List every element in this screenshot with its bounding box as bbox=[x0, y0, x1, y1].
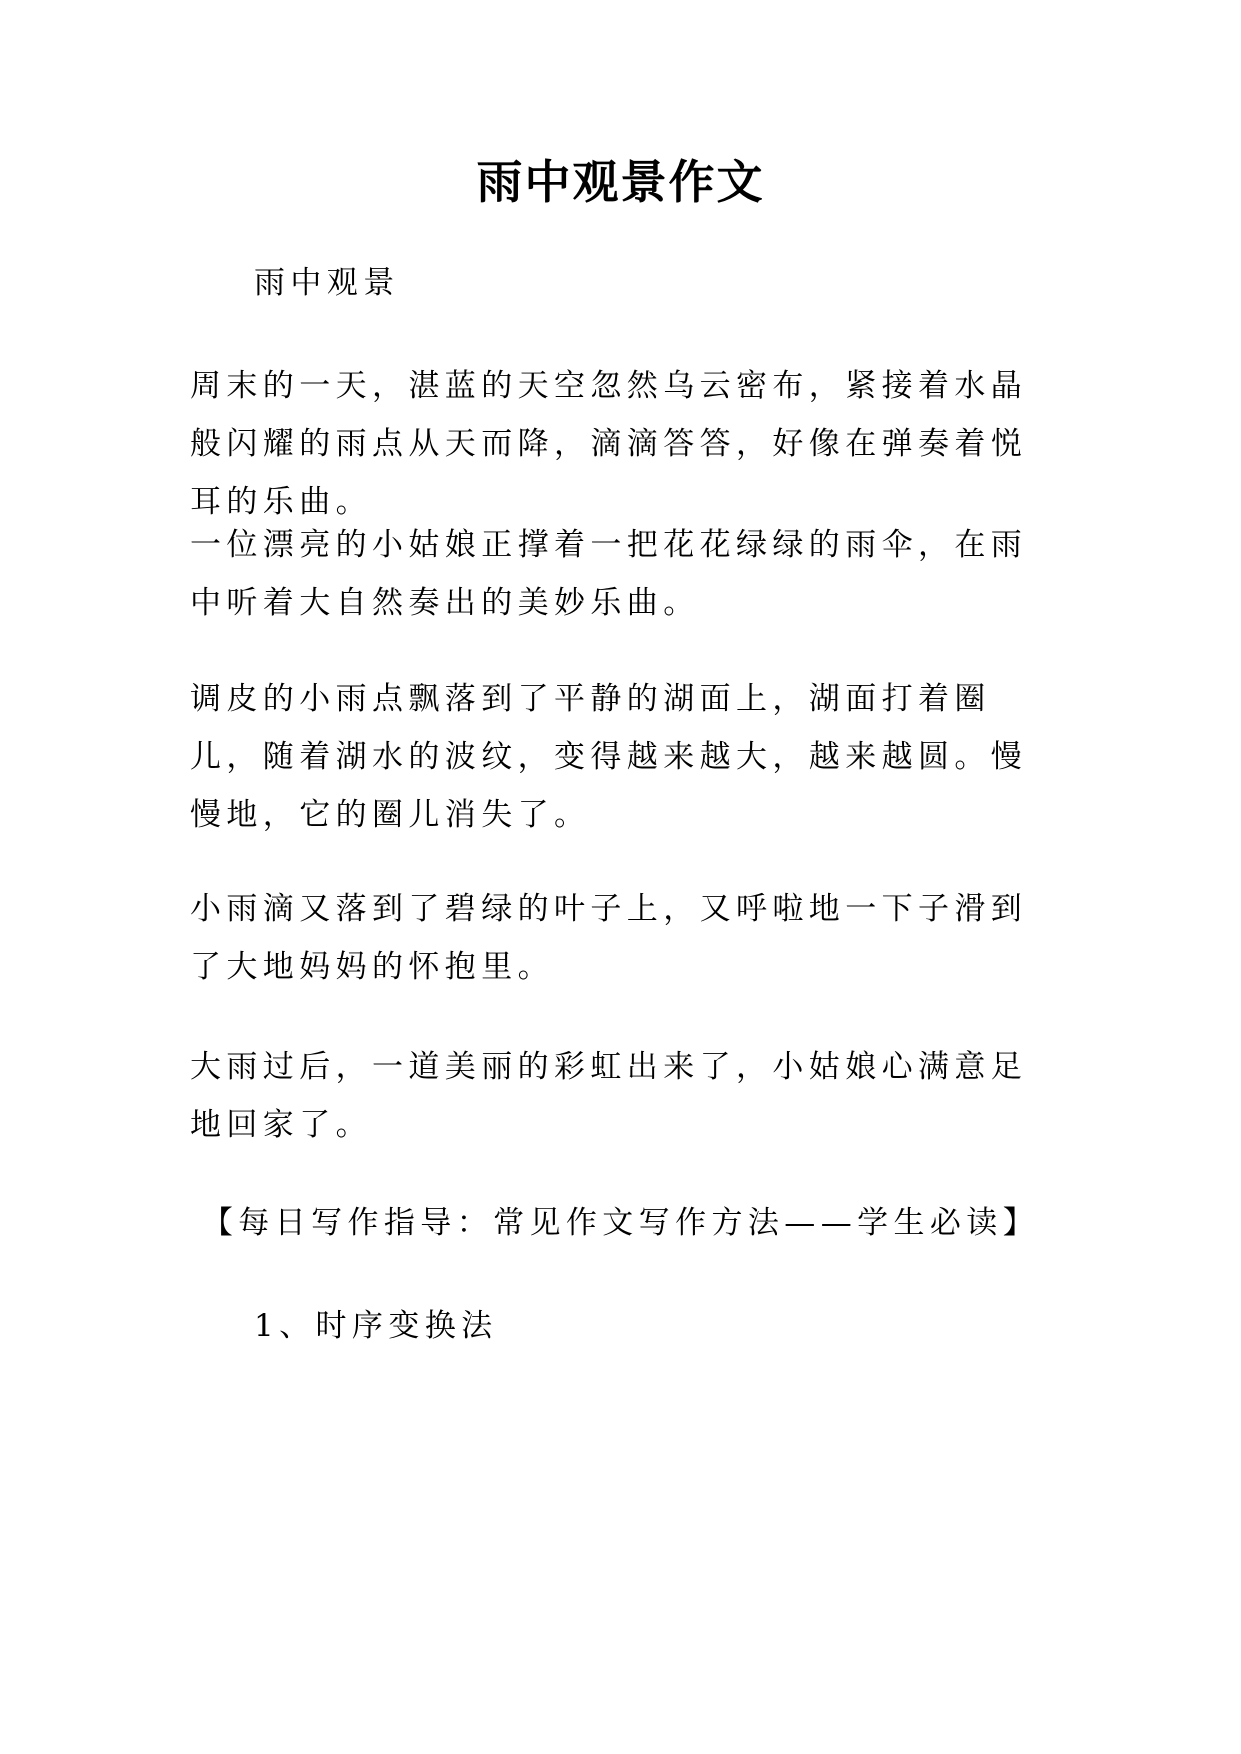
paragraph-3: 调皮的小雨点飘落到了平静的湖面上，湖面打着圈儿，随着湖水的波纹，变得越来越大，越来越圆。慢慢地，它的圈儿消失了。 bbox=[190, 681, 1028, 833]
section-item-1: 1、时序变换法 bbox=[254, 1308, 498, 1344]
paragraph-2: 一位漂亮的小姑娘正撑着一把花花绿绿的雨伞，在雨中听着大自然奏出的美妙乐曲。 bbox=[190, 527, 1028, 621]
paragraph-4: 小雨滴又落到了碧绿的叶子上，又呼啦地一下子滑到了大地妈妈的怀抱里。 bbox=[190, 891, 1028, 985]
paragraph-5: 大雨过后，一道美丽的彩虹出来了，小姑娘心满意足地回家了。 bbox=[190, 1049, 1028, 1143]
document-subtitle: 雨中观景 bbox=[254, 265, 400, 301]
writing-guide-heading: 【每日写作指导：常见作文写作方法——学生必读】 bbox=[201, 1205, 1040, 1241]
paragraph-1: 周末的一天，湛蓝的天空忽然乌云密布，紧接着水晶般闪耀的雨点从天而降，滴滴答答，好像在弹奏着悦耳的乐曲。 bbox=[190, 368, 1028, 520]
page-title: 雨中观景作文 bbox=[476, 155, 765, 209]
